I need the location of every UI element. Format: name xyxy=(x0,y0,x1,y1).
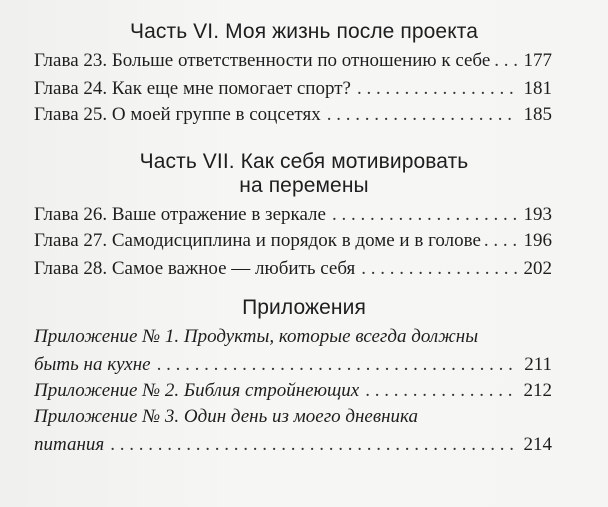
toc-entry-chapter-27[interactable] xyxy=(34,228,552,254)
toc-entry-page: 196 xyxy=(523,230,552,251)
toc-entry-page: 202 xyxy=(523,258,552,279)
dot-leader xyxy=(494,48,519,74)
toc-entry-page: 193 xyxy=(523,204,552,225)
dot-leader xyxy=(357,76,518,102)
toc-entry-title: Приложение № 2. Библия стройнеющих xyxy=(34,380,360,401)
dot-leader xyxy=(365,378,517,404)
appendices-title: Приложения xyxy=(242,296,366,319)
toc-entry-page: 214 xyxy=(523,434,552,455)
toc-entry-title: Глава 26. Ваше отражение в зеркале xyxy=(34,204,326,225)
toc-entry-appendix-1-line-1: Приложение № 1. Продукты, которые всегда должны xyxy=(34,326,479,347)
toc-entry-title: быть на кухне xyxy=(34,354,151,375)
part-7-title-line-1: Часть VII. Как себя мотивировать xyxy=(139,150,469,173)
toc-entry-chapter-24[interactable] xyxy=(34,76,552,102)
toc-entry-page: 185 xyxy=(523,104,552,125)
toc-entry-page: 181 xyxy=(523,78,552,99)
toc-entry-appendix-3[interactable] xyxy=(34,432,552,458)
toc-entry-chapter-25[interactable] xyxy=(34,102,552,128)
dot-leader xyxy=(361,256,517,282)
dot-leader xyxy=(110,432,517,458)
toc-entry-title: Глава 23. Больше ответственности по отношению к себе xyxy=(34,50,491,71)
dot-leader xyxy=(157,352,519,378)
toc-entry-title: Глава 25. О моей группе в соцсетях xyxy=(34,104,321,125)
toc-entry-page: 177 xyxy=(523,50,552,71)
toc-entry-appendix-2[interactable] xyxy=(34,378,552,404)
toc-entry-title: Глава 27. Самодисциплина и порядок в доме и в голове xyxy=(34,230,481,251)
dot-leader xyxy=(484,228,521,254)
toc-entry-page: 211 xyxy=(524,354,552,375)
toc-entry-page: 212 xyxy=(523,380,552,401)
toc-entry-chapter-23[interactable] xyxy=(34,48,552,74)
toc-entry-title: Глава 24. Как еще мне помогает спорт? xyxy=(34,78,351,99)
dot-leader xyxy=(332,202,518,228)
toc-entry-title: питания xyxy=(34,434,105,455)
toc-entry-appendix-3-line-1: Приложение № 3. Один день из моего дневника xyxy=(34,406,418,427)
toc-entry-title: Глава 28. Самое важное — любить себя xyxy=(34,258,356,279)
toc-entry-chapter-26[interactable] xyxy=(34,202,552,228)
dot-leader xyxy=(327,102,518,128)
part-6-title: Часть VI. Моя жизнь после проекта xyxy=(130,20,478,43)
part-7-title-line-2: на перемены xyxy=(239,174,369,197)
toc-entry-appendix-1[interactable] xyxy=(34,352,552,378)
toc-entry-chapter-28[interactable] xyxy=(34,256,552,282)
